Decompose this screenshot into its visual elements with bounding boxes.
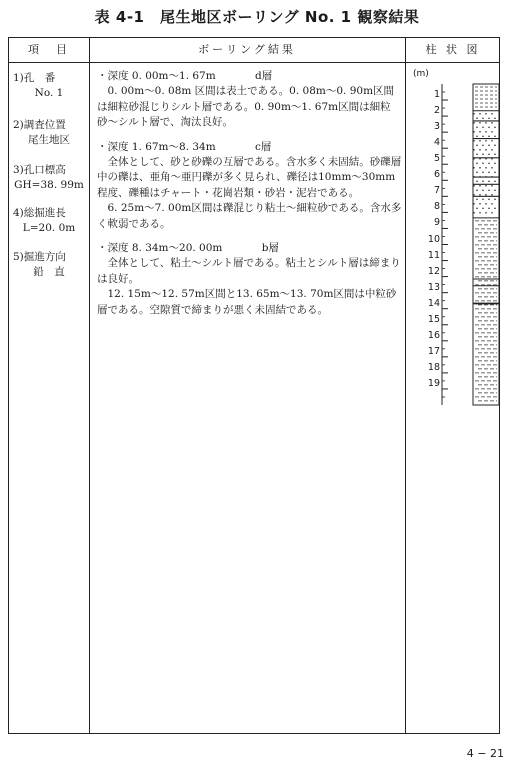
sand-dot	[476, 118, 478, 120]
section-paragraph: 全体として、砂と砂礫の互層である。含水多く未固結。砂礫層中の礫は、亜角〜亜円礫が多く見られ、礫径は10mm〜30mm程度、礫種はチャート・花崗岩類・砂岩・泥岩である。	[97, 156, 402, 199]
section-paragraph: 12. 15m〜12. 57m区間と13. 65m〜13. 70m区間は中粒砂層である。空隙質で締まりが悪く未固結である。	[97, 288, 397, 316]
sand-dot	[491, 203, 493, 205]
depth-tick-label: 7	[433, 185, 440, 197]
depth-tick-label: 4	[433, 137, 440, 149]
page-number: 4 − 21	[466, 747, 504, 760]
sand-dot	[494, 208, 496, 210]
sand-dot	[491, 122, 493, 124]
depth-range: ・深度 1. 67m〜8. 34m	[97, 140, 216, 153]
sand-dot	[485, 203, 487, 205]
depth-tick-label: 18	[427, 361, 440, 373]
depth-tick-label: 13	[427, 281, 440, 293]
sand-dot	[488, 208, 490, 210]
item-total-length	[13, 206, 85, 236]
depth-tick-label: 19	[427, 377, 440, 389]
sand-dot	[488, 172, 490, 174]
sand-dot	[482, 127, 484, 129]
sand-dot	[485, 185, 487, 187]
section-depth-b	[97, 241, 402, 256]
sand-dot	[488, 154, 490, 156]
depth-tick-label: 10	[427, 233, 440, 245]
sand-dot	[476, 136, 478, 138]
section-paragraph: 6. 25m〜7. 00m区間は礫混じり粘土〜細粒砂である。含水多く軟弱である。	[97, 202, 402, 230]
sand-dot	[482, 136, 484, 138]
item-location	[13, 118, 85, 148]
sand-dot	[476, 172, 478, 174]
depth-tick-label: 12	[427, 265, 440, 277]
item-hole-number	[13, 71, 85, 101]
sand-dot	[485, 212, 487, 214]
sand-dot	[494, 118, 496, 120]
sand-dot	[473, 113, 475, 115]
item-label: 1)孔 番	[13, 72, 56, 84]
depth-tick-label: 8	[433, 201, 440, 213]
sand-dot	[476, 127, 478, 129]
sand-dot	[482, 163, 484, 165]
item-direction	[13, 250, 85, 280]
column-unit: (m)	[413, 69, 429, 79]
sand-dot	[488, 127, 490, 129]
item-value: GH=38. 99m	[14, 179, 84, 191]
sand-dot	[473, 149, 475, 151]
sand-dot	[473, 194, 475, 196]
header-column: 柱 状 図	[425, 43, 481, 56]
sand-dot	[476, 145, 478, 147]
sand-dot	[485, 122, 487, 124]
sand-dot	[476, 154, 478, 156]
sand-dot	[482, 154, 484, 156]
sand-dot	[485, 194, 487, 196]
sand-dot	[491, 113, 493, 115]
header-result: ボーリング結果	[198, 43, 296, 56]
sand-dot	[473, 140, 475, 142]
sand-dot	[479, 122, 481, 124]
sand-dot	[485, 113, 487, 115]
sand-dot	[488, 118, 490, 120]
sand-dot	[473, 122, 475, 124]
sand-dot	[479, 212, 481, 214]
item-column-divider	[89, 38, 90, 733]
header-item: 項 目	[28, 43, 70, 56]
sand-dot	[491, 140, 493, 142]
sand-dot	[476, 163, 478, 165]
sand-dot	[485, 131, 487, 133]
depth-tick-label: 6	[433, 169, 440, 181]
depth-range: ・深度 0. 00m〜1. 67m	[97, 70, 216, 82]
sand-dot	[479, 203, 481, 205]
layer-name: d層	[255, 70, 273, 82]
sand-dot	[488, 145, 490, 147]
item-label: 4)総掘進長	[13, 207, 66, 219]
item-label: 3)孔口標高	[13, 164, 66, 176]
sand-dot	[482, 208, 484, 210]
sand-dot	[488, 190, 490, 192]
sand-dot	[473, 185, 475, 187]
item-value: 尾生地区	[28, 134, 70, 146]
sand-dot	[473, 203, 475, 205]
layer-name: c層	[255, 140, 272, 153]
sand-dot	[491, 212, 493, 214]
sand-dot	[488, 163, 490, 165]
depth-tick-label: 2	[433, 105, 440, 117]
section-paragraph: 0. 00m〜0. 08m 区間は表土である。0. 08m〜0. 90m区間は細粒砂混じりシルト層である。0. 90m〜1. 67m区間は細粒砂〜シルト層で、淘汰良好。	[97, 85, 395, 129]
sand-dot	[473, 131, 475, 133]
sand-dot	[476, 199, 478, 201]
sand-dot	[494, 190, 496, 192]
layer-name: b層	[261, 242, 279, 255]
sand-dot	[494, 172, 496, 174]
depth-tick-label: 15	[427, 313, 440, 325]
depth-tick-label: 9	[433, 217, 440, 229]
sand-dot	[494, 199, 496, 201]
sand-dot	[473, 212, 475, 214]
column-chart	[405, 62, 501, 462]
sand-dot	[485, 140, 487, 142]
sand-dot	[494, 163, 496, 165]
sand-dot	[482, 190, 484, 192]
sand-dot	[494, 145, 496, 147]
sand-dot	[473, 167, 475, 169]
item-label: 2)調査位置	[13, 119, 66, 131]
sand-dot	[479, 167, 481, 169]
depth-range: ・深度 8. 34m〜20. 00m	[97, 242, 223, 255]
sand-dot	[494, 154, 496, 156]
sand-dot	[479, 140, 481, 142]
section-depth-d	[97, 69, 402, 84]
results-body	[97, 69, 402, 318]
sand-dot	[476, 190, 478, 192]
sand-dot	[494, 127, 496, 129]
sand-dot	[491, 194, 493, 196]
sand-dot	[476, 181, 478, 183]
observation-table	[8, 37, 500, 734]
sand-dot	[491, 149, 493, 151]
sand-dot	[482, 199, 484, 201]
item-value: 鉛 直	[33, 266, 65, 278]
table-title: 表 4-1 尾生地区ボーリング No. 1 観察結果	[94, 8, 420, 26]
sand-dot	[491, 131, 493, 133]
depth-tick-label: 11	[427, 249, 440, 261]
depth-tick-label: 14	[427, 297, 440, 309]
depth-tick-label: 16	[427, 329, 440, 341]
section-depth-c	[97, 140, 402, 155]
sand-dot	[479, 194, 481, 196]
item-value: No. 1	[34, 87, 64, 99]
sand-dot	[491, 185, 493, 187]
sand-dot	[488, 199, 490, 201]
depth-tick-label: 5	[433, 153, 440, 165]
item-label: 5)掘進方向	[13, 251, 66, 263]
sand-dot	[485, 167, 487, 169]
sand-dot	[479, 131, 481, 133]
sand-dot	[479, 113, 481, 115]
depth-tick-label: 1	[433, 89, 440, 101]
sand-dot	[491, 167, 493, 169]
depth-tick-label: 17	[427, 345, 440, 357]
sand-dot	[488, 181, 490, 183]
sand-dot	[482, 172, 484, 174]
section-paragraph: 全体として、粘土〜シルト層である。粘土とシルト層は締まりは良好。	[97, 257, 401, 285]
depth-tick-label: 3	[433, 121, 440, 133]
item-elevation	[13, 163, 85, 193]
sand-dot	[479, 185, 481, 187]
sand-dot	[494, 181, 496, 183]
sand-dot	[482, 145, 484, 147]
sand-dot	[482, 118, 484, 120]
sand-dot	[494, 136, 496, 138]
sand-dot	[482, 181, 484, 183]
sand-dot	[479, 149, 481, 151]
item-value: L=20. 0m	[22, 222, 76, 234]
sand-dot	[485, 149, 487, 151]
sand-dot	[488, 136, 490, 138]
sand-dot	[476, 208, 478, 210]
